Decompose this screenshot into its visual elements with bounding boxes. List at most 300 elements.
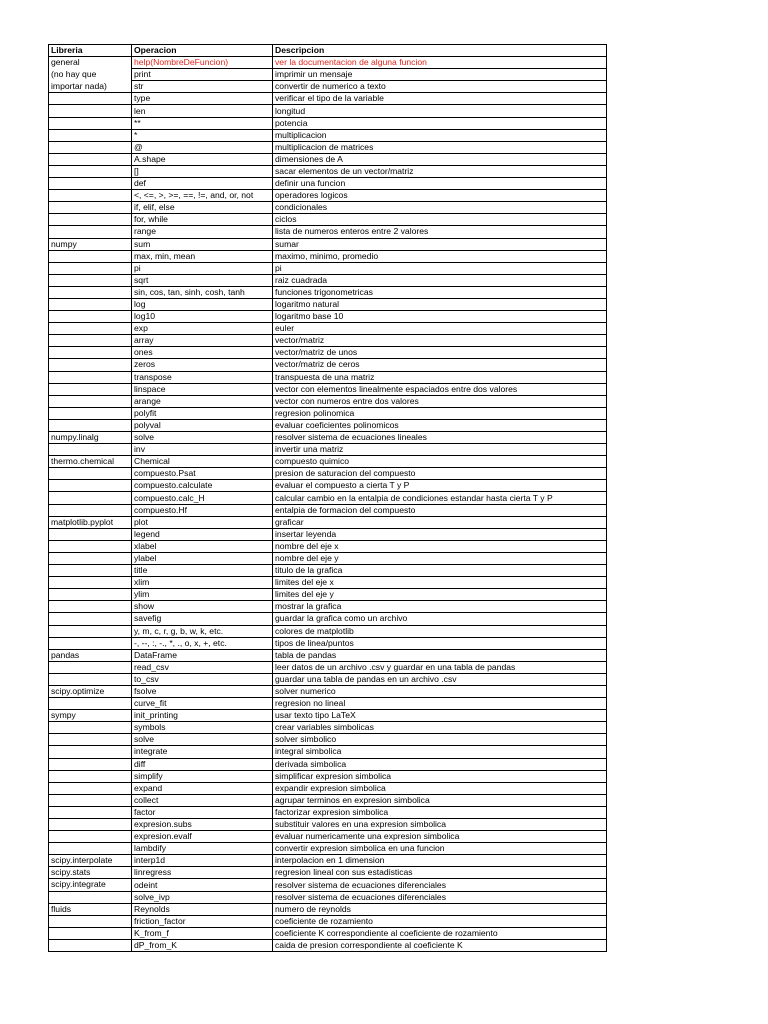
description-cell: evaluar coeficientes polinomicos bbox=[273, 419, 607, 431]
library-cell bbox=[49, 552, 132, 564]
description-cell: leer datos de un archivo .csv y guardar en una tabla de pandas bbox=[273, 661, 607, 673]
operation-cell: solve bbox=[132, 432, 273, 444]
operation-cell: Reynolds bbox=[132, 903, 273, 915]
library-cell bbox=[49, 891, 132, 903]
operation-cell: linspace bbox=[132, 383, 273, 395]
table-row bbox=[49, 419, 607, 431]
library-cell bbox=[49, 613, 132, 625]
library-cell bbox=[49, 214, 132, 226]
operation-cell: DataFrame bbox=[132, 649, 273, 661]
library-cell: numpy.linalg bbox=[49, 432, 132, 444]
operation-cell: compuesto.calc_H bbox=[132, 492, 273, 504]
operation-cell: K_from_f bbox=[132, 927, 273, 939]
table-row bbox=[49, 722, 607, 734]
description-cell: entalpia de formacion del compuesto bbox=[273, 504, 607, 516]
table-row bbox=[49, 57, 607, 69]
description-cell: invertir una matriz bbox=[273, 444, 607, 456]
library-cell bbox=[49, 698, 132, 710]
operation-cell: len bbox=[132, 105, 273, 117]
library-cell: (no hay que bbox=[49, 69, 132, 81]
description-cell: resolver sistema de ecuaciones diferenciales bbox=[273, 891, 607, 903]
description-cell: operadores logicos bbox=[273, 190, 607, 202]
description-cell: agrupar terminos en expresion simbolica bbox=[273, 794, 607, 806]
operation-cell: help(NombreDeFuncion) bbox=[132, 57, 273, 69]
operation-cell: plot bbox=[132, 516, 273, 528]
table-row bbox=[49, 226, 607, 238]
operation-cell: <, <=, >, >=, ==, !=, and, or, not bbox=[132, 190, 273, 202]
description-cell: ver la documentacion de alguna funcion bbox=[273, 57, 607, 69]
library-cell bbox=[49, 504, 132, 516]
description-cell: regresion no lineal bbox=[273, 698, 607, 710]
operation-cell: ylim bbox=[132, 589, 273, 601]
description-cell: pi bbox=[273, 262, 607, 274]
description-cell: insertar leyenda bbox=[273, 528, 607, 540]
table-row bbox=[49, 831, 607, 843]
library-cell bbox=[49, 226, 132, 238]
description-cell: regresion lineal con sus estadisticas bbox=[273, 867, 607, 879]
library-cell bbox=[49, 407, 132, 419]
table-row bbox=[49, 565, 607, 577]
table-row bbox=[49, 335, 607, 347]
operation-cell: ** bbox=[132, 117, 273, 129]
operation-cell: expresion.evalf bbox=[132, 831, 273, 843]
table-row bbox=[49, 661, 607, 673]
description-cell: vector/matriz bbox=[273, 335, 607, 347]
description-cell: interpolacion en 1 dimension bbox=[273, 855, 607, 867]
library-cell bbox=[49, 444, 132, 456]
library-cell bbox=[49, 637, 132, 649]
operation-cell: max, min, mean bbox=[132, 250, 273, 262]
library-cell bbox=[49, 250, 132, 262]
table-row bbox=[49, 855, 607, 867]
operation-cell: zeros bbox=[132, 359, 273, 371]
table-row bbox=[49, 395, 607, 407]
description-cell: numero de reynolds bbox=[273, 903, 607, 915]
description-cell: solver simbolico bbox=[273, 734, 607, 746]
table-row bbox=[49, 323, 607, 335]
library-cell bbox=[49, 105, 132, 117]
description-cell: vector/matriz de ceros bbox=[273, 359, 607, 371]
description-cell: coeficiente de rozamiento bbox=[273, 915, 607, 927]
table-row bbox=[49, 528, 607, 540]
operation-cell: solve bbox=[132, 734, 273, 746]
description-cell: convertir expresion simbolica en una funcion bbox=[273, 843, 607, 855]
library-cell bbox=[49, 165, 132, 177]
table-row bbox=[49, 540, 607, 552]
table-row bbox=[49, 891, 607, 903]
operation-cell: Chemical bbox=[132, 456, 273, 468]
description-cell: ciclos bbox=[273, 214, 607, 226]
table-row bbox=[49, 432, 607, 444]
description-cell: integral simbolica bbox=[273, 746, 607, 758]
description-cell: tabla de pandas bbox=[273, 649, 607, 661]
library-cell: pandas bbox=[49, 649, 132, 661]
library-cell bbox=[49, 93, 132, 105]
table-row bbox=[49, 69, 607, 81]
description-cell: verificar el tipo de la variable bbox=[273, 93, 607, 105]
library-cell bbox=[49, 335, 132, 347]
library-cell bbox=[49, 915, 132, 927]
description-cell: vector con elementos linealmente espaciados entre dos valores bbox=[273, 383, 607, 395]
table-row bbox=[49, 190, 607, 202]
operation-cell: [] bbox=[132, 165, 273, 177]
description-cell: funciones trigonometricas bbox=[273, 286, 607, 298]
operation-cell: solve_ivp bbox=[132, 891, 273, 903]
library-cell bbox=[49, 419, 132, 431]
operation-cell: log bbox=[132, 298, 273, 310]
description-cell: multiplicacion bbox=[273, 129, 607, 141]
operation-cell: expresion.subs bbox=[132, 819, 273, 831]
table-row bbox=[49, 601, 607, 613]
description-cell: factorizar expresion simbolica bbox=[273, 806, 607, 818]
operation-cell: for, while bbox=[132, 214, 273, 226]
operation-cell: sin, cos, tan, sinh, cosh, tanh bbox=[132, 286, 273, 298]
operation-cell: simplify bbox=[132, 770, 273, 782]
library-cell bbox=[49, 153, 132, 165]
description-cell: usar texto tipo LaTeX bbox=[273, 710, 607, 722]
library-cell bbox=[49, 939, 132, 951]
library-cell: general bbox=[49, 57, 132, 69]
operation-cell: arange bbox=[132, 395, 273, 407]
description-cell: solver numerico bbox=[273, 685, 607, 697]
table-row bbox=[49, 637, 607, 649]
description-cell: dimensiones de A bbox=[273, 153, 607, 165]
table-row bbox=[49, 359, 607, 371]
table-row bbox=[49, 383, 607, 395]
library-cell: importar nada) bbox=[49, 81, 132, 93]
table-row bbox=[49, 238, 607, 250]
library-cell bbox=[49, 178, 132, 190]
library-cell: scipy.interpolate bbox=[49, 855, 132, 867]
description-cell: multiplicacion de matrices bbox=[273, 141, 607, 153]
library-cell: numpy bbox=[49, 238, 132, 250]
operation-cell: lambdify bbox=[132, 843, 273, 855]
operation-cell: compuesto.Hf bbox=[132, 504, 273, 516]
table-row bbox=[49, 81, 607, 93]
table-row bbox=[49, 806, 607, 818]
table-row bbox=[49, 153, 607, 165]
library-cell bbox=[49, 190, 132, 202]
table-row bbox=[49, 504, 607, 516]
library-cell bbox=[49, 831, 132, 843]
operation-cell: title bbox=[132, 565, 273, 577]
description-cell: raiz cuadrada bbox=[273, 274, 607, 286]
description-cell: imprimir un mensaje bbox=[273, 69, 607, 81]
table-row bbox=[49, 286, 607, 298]
table-row bbox=[49, 311, 607, 323]
table-row bbox=[49, 734, 607, 746]
library-cell bbox=[49, 286, 132, 298]
table-row bbox=[49, 758, 607, 770]
library-cell bbox=[49, 117, 132, 129]
table-row bbox=[49, 782, 607, 794]
operation-cell: A.shape bbox=[132, 153, 273, 165]
description-cell: condicionales bbox=[273, 202, 607, 214]
table-row bbox=[49, 371, 607, 383]
library-cell bbox=[49, 395, 132, 407]
operation-cell: factor bbox=[132, 806, 273, 818]
table-row bbox=[49, 516, 607, 528]
library-cell bbox=[49, 359, 132, 371]
header-operacion: Operacion bbox=[132, 45, 273, 57]
reference-sheet bbox=[48, 44, 606, 952]
operation-cell: sum bbox=[132, 238, 273, 250]
library-cell: scipy.optimize bbox=[49, 685, 132, 697]
description-cell: maximo, minimo, promedio bbox=[273, 250, 607, 262]
library-cell: sympy bbox=[49, 710, 132, 722]
table-row bbox=[49, 927, 607, 939]
operation-cell: savefig bbox=[132, 613, 273, 625]
library-cell bbox=[49, 468, 132, 480]
library-cell bbox=[49, 843, 132, 855]
table-row bbox=[49, 165, 607, 177]
library-cell bbox=[49, 565, 132, 577]
description-cell: caida de presion correspondiente al coeficiente K bbox=[273, 939, 607, 951]
library-cell bbox=[49, 746, 132, 758]
table-row bbox=[49, 770, 607, 782]
table-row bbox=[49, 129, 607, 141]
table-row bbox=[49, 819, 607, 831]
table-header-row bbox=[49, 45, 607, 57]
operation-cell: @ bbox=[132, 141, 273, 153]
operation-cell: print bbox=[132, 69, 273, 81]
description-cell: crear variables simbolicas bbox=[273, 722, 607, 734]
operation-cell: dP_from_K bbox=[132, 939, 273, 951]
description-cell: substituir valores en una expresion simbolica bbox=[273, 819, 607, 831]
operation-cell: fsolve bbox=[132, 685, 273, 697]
description-cell: longitud bbox=[273, 105, 607, 117]
library-cell bbox=[49, 141, 132, 153]
operation-cell: ones bbox=[132, 347, 273, 359]
library-cell bbox=[49, 528, 132, 540]
operation-cell: show bbox=[132, 601, 273, 613]
operation-cell: integrate bbox=[132, 746, 273, 758]
library-cell: thermo.chemical bbox=[49, 456, 132, 468]
operation-cell: transpose bbox=[132, 371, 273, 383]
library-cell bbox=[49, 129, 132, 141]
operation-cell: to_csv bbox=[132, 673, 273, 685]
description-cell: graficar bbox=[273, 516, 607, 528]
header-descripcion: Descripcion bbox=[273, 45, 607, 57]
table-row bbox=[49, 202, 607, 214]
operation-cell: collect bbox=[132, 794, 273, 806]
library-cell bbox=[49, 782, 132, 794]
library-cell bbox=[49, 323, 132, 335]
table-row bbox=[49, 625, 607, 637]
description-cell: colores de matplotlib bbox=[273, 625, 607, 637]
description-cell: guardar una tabla de pandas en un archivo .csv bbox=[273, 673, 607, 685]
table-row bbox=[49, 141, 607, 153]
library-cell bbox=[49, 806, 132, 818]
table-row bbox=[49, 915, 607, 927]
library-cell bbox=[49, 589, 132, 601]
library-cell bbox=[49, 927, 132, 939]
table-row bbox=[49, 685, 607, 697]
library-cell: scipy.integrate bbox=[49, 879, 132, 891]
description-cell: transpuesta de una matriz bbox=[273, 371, 607, 383]
operation-cell: exp bbox=[132, 323, 273, 335]
library-cell bbox=[49, 540, 132, 552]
operation-cell: init_printing bbox=[132, 710, 273, 722]
library-cell bbox=[49, 734, 132, 746]
description-cell: derivada simbolica bbox=[273, 758, 607, 770]
description-cell: logaritmo base 10 bbox=[273, 311, 607, 323]
table-row bbox=[49, 93, 607, 105]
library-cell bbox=[49, 492, 132, 504]
operation-cell: pi bbox=[132, 262, 273, 274]
library-cell bbox=[49, 601, 132, 613]
library-cell bbox=[49, 383, 132, 395]
table-row bbox=[49, 879, 607, 891]
library-cell bbox=[49, 661, 132, 673]
operation-cell: interp1d bbox=[132, 855, 273, 867]
table-row bbox=[49, 589, 607, 601]
description-cell: resolver sistema de ecuaciones diferenciales bbox=[273, 879, 607, 891]
description-cell: evaluar el compuesto a cierta T y P bbox=[273, 480, 607, 492]
table-row bbox=[49, 456, 607, 468]
operation-cell: if, elif, else bbox=[132, 202, 273, 214]
library-cell bbox=[49, 480, 132, 492]
library-cell bbox=[49, 673, 132, 685]
description-cell: vector/matriz de unos bbox=[273, 347, 607, 359]
library-cell bbox=[49, 577, 132, 589]
table-row bbox=[49, 939, 607, 951]
description-cell: lista de numeros enteros entre 2 valores bbox=[273, 226, 607, 238]
operation-cell: def bbox=[132, 178, 273, 190]
description-cell: potencia bbox=[273, 117, 607, 129]
library-cell bbox=[49, 722, 132, 734]
table-row bbox=[49, 843, 607, 855]
description-cell: sumar bbox=[273, 238, 607, 250]
description-cell: titulo de la grafica bbox=[273, 565, 607, 577]
operation-cell: inv bbox=[132, 444, 273, 456]
library-cell: fluids bbox=[49, 903, 132, 915]
table-row bbox=[49, 794, 607, 806]
library-cell bbox=[49, 770, 132, 782]
operation-cell: log10 bbox=[132, 311, 273, 323]
operation-cell: compuesto.calculate bbox=[132, 480, 273, 492]
description-cell: evaluar numericamente una expresion simbolica bbox=[273, 831, 607, 843]
table-row bbox=[49, 698, 607, 710]
library-cell bbox=[49, 274, 132, 286]
operation-cell: diff bbox=[132, 758, 273, 770]
operation-cell: ylabel bbox=[132, 552, 273, 564]
operation-cell: y, m, c, r, g, b, w, k, etc. bbox=[132, 625, 273, 637]
table-row bbox=[49, 274, 607, 286]
table-row bbox=[49, 613, 607, 625]
operation-cell: compuesto.Psat bbox=[132, 468, 273, 480]
table-row bbox=[49, 552, 607, 564]
table-row bbox=[49, 577, 607, 589]
operation-cell: range bbox=[132, 226, 273, 238]
operation-cell: linregress bbox=[132, 867, 273, 879]
library-cell bbox=[49, 262, 132, 274]
library-cell bbox=[49, 758, 132, 770]
library-cell bbox=[49, 371, 132, 383]
table-row bbox=[49, 407, 607, 419]
operation-cell: polyfit bbox=[132, 407, 273, 419]
operation-cell: xlabel bbox=[132, 540, 273, 552]
description-cell: logaritmo natural bbox=[273, 298, 607, 310]
table-row bbox=[49, 214, 607, 226]
description-cell: sacar elementos de un vector/matriz bbox=[273, 165, 607, 177]
operation-cell: expand bbox=[132, 782, 273, 794]
table-row bbox=[49, 250, 607, 262]
operation-cell: legend bbox=[132, 528, 273, 540]
table-row bbox=[49, 673, 607, 685]
operation-cell: array bbox=[132, 335, 273, 347]
description-cell: calcular cambio en la entalpia de condiciones estandar hasta cierta T y P bbox=[273, 492, 607, 504]
description-cell: regresion polinomica bbox=[273, 407, 607, 419]
library-cell bbox=[49, 202, 132, 214]
table-row bbox=[49, 867, 607, 879]
library-cell bbox=[49, 311, 132, 323]
library-cell bbox=[49, 794, 132, 806]
library-cell: scipy.stats bbox=[49, 867, 132, 879]
table-row bbox=[49, 298, 607, 310]
operation-cell: xlim bbox=[132, 577, 273, 589]
table-row bbox=[49, 649, 607, 661]
operation-cell: sqrt bbox=[132, 274, 273, 286]
operation-cell: str bbox=[132, 81, 273, 93]
description-cell: presion de saturacion del compuesto bbox=[273, 468, 607, 480]
operation-cell: polyval bbox=[132, 419, 273, 431]
table-row bbox=[49, 444, 607, 456]
description-cell: euler bbox=[273, 323, 607, 335]
description-cell: nombre del eje y bbox=[273, 552, 607, 564]
table-row bbox=[49, 492, 607, 504]
description-cell: compuesto quimico bbox=[273, 456, 607, 468]
operation-cell: * bbox=[132, 129, 273, 141]
operation-cell: read_csv bbox=[132, 661, 273, 673]
table-row bbox=[49, 746, 607, 758]
operation-cell: curve_fit bbox=[132, 698, 273, 710]
table-row bbox=[49, 480, 607, 492]
operation-cell: odeint bbox=[132, 879, 273, 891]
operation-cell: -, --, :, -., *, ., o, x, +, etc. bbox=[132, 637, 273, 649]
description-cell: mostrar la grafica bbox=[273, 601, 607, 613]
description-cell: tipos de linea/puntos bbox=[273, 637, 607, 649]
description-cell: definir una funcion bbox=[273, 178, 607, 190]
operation-cell: friction_factor bbox=[132, 915, 273, 927]
table-row bbox=[49, 178, 607, 190]
library-cell bbox=[49, 298, 132, 310]
table-row bbox=[49, 710, 607, 722]
table-row bbox=[49, 903, 607, 915]
operation-cell: symbols bbox=[132, 722, 273, 734]
description-cell: nombre del eje x bbox=[273, 540, 607, 552]
description-cell: convertir de numerico a texto bbox=[273, 81, 607, 93]
description-cell: simplificar expresion simbolica bbox=[273, 770, 607, 782]
library-cell: matplotlib.pyplot bbox=[49, 516, 132, 528]
table-row bbox=[49, 347, 607, 359]
library-cell bbox=[49, 347, 132, 359]
table-row bbox=[49, 262, 607, 274]
description-cell: resolver sistema de ecuaciones lineales bbox=[273, 432, 607, 444]
table-row bbox=[49, 117, 607, 129]
description-cell: guardar la grafica como un archivo bbox=[273, 613, 607, 625]
description-cell: expandir expresion simbolica bbox=[273, 782, 607, 794]
python-reference-table bbox=[48, 44, 607, 952]
description-cell: vector con numeros entre dos valores bbox=[273, 395, 607, 407]
operation-cell: type bbox=[132, 93, 273, 105]
header-libreria: Libreria bbox=[49, 45, 132, 57]
description-cell: limites del eje y bbox=[273, 589, 607, 601]
table-row bbox=[49, 468, 607, 480]
table-row bbox=[49, 105, 607, 117]
library-cell bbox=[49, 819, 132, 831]
description-cell: coeficiente K correspondiente al coeficiente de rozamiento bbox=[273, 927, 607, 939]
